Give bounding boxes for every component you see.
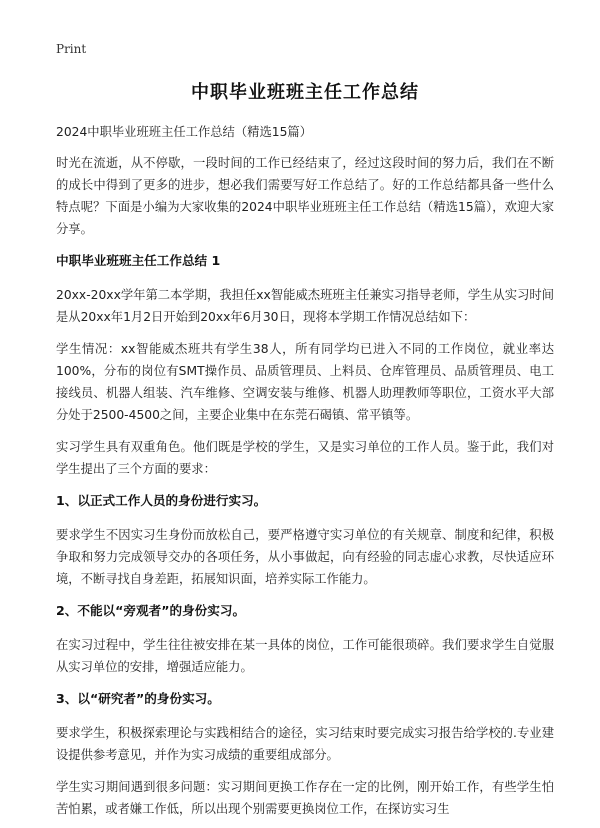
closing-paragraph: 学生实习期间遇到很多问题：实习期间更换工作存在一定的比例，刚开始工作，有些学生怕苦怕累，或者嫌工作低，所以出现个别需要更换岗位工作，在探访实习生 <box>56 780 554 816</box>
section-heading: 中职毕业班班主任工作总结 1 <box>56 253 221 268</box>
point-heading: 2、不能以“旁观者”的身份实习。 <box>56 603 246 618</box>
page-title: 中职毕业班班主任工作总结 <box>191 82 419 103</box>
point-heading: 3、以“研究者”的身份实习。 <box>56 691 220 706</box>
point-paragraph: 要求学生不因实习生身份而放松自己，要严格遵守实习单位的有关规章、制度和纪律，积极争取和努力完成领导交办的各项任务，从小事做起，向有经验的同志虚心求教，尽快适应环境，不断寻找自身差距，拓展知识面，培养实际工作能力。 <box>56 528 554 586</box>
document-subtitle: 2024中职毕业班班主任工作总结（精选15篇） <box>56 125 312 139</box>
point-paragraph: 要求学生，积极探索理论与实践相结合的途径，实习结束时要完成实习报告给学校的.专业建设提供参考意见，并作为实习成绩的重要组成部分。 <box>56 726 554 762</box>
body-paragraph: 实习学生具有双重角色。他们既是学校的学生，又是实习单位的工作人员。鉴于此，我们对学生提出了三个方面的要求： <box>56 440 554 476</box>
intro-paragraph: 时光在流逝，从不停歇，一段时间的工作已经结束了，经过这段时间的努力后，我们在不断的成长中得到了更多的进步，想必我们需要写好工作总结了。好的工作总结都具备一些什么特点呢？下面是小编为大家收集的2024中职毕业班班主任工作总结（精选15篇），欢迎大家分享。 <box>56 156 554 236</box>
point-paragraph: 在实习过程中，学生往往被安排在某一具体的岗位，工作可能很琐碎。我们要求学生自觉服从实习单位的安排，增强适应能力。 <box>56 638 554 674</box>
body-paragraph: 学生情况：xx智能威杰班共有学生38人，所有同学均已进入不同的工作岗位，就业率达100%，分布的岗位有SMT操作员、品质管理员、上料员、仓库管理员、品质管理员、电工接线员、机器人组装、汽车维修、空调安装与维修、机器人助理教师等职位，工资水平大部分处于2500-4500之间，主要企业集中在东莞石碣镇、常平镇等。 <box>56 342 554 422</box>
body-paragraph: 20xx-20xx学年第二本学期，我担任xx智能威杰班班主任兼实习指导老师，学生从实习时间是从20xx年1月2日开始到20xx年6月30日，现将本学期工作情况总结如下： <box>56 288 554 324</box>
print-link[interactable]: Print <box>56 42 87 56</box>
point-heading: 1、以正式工作人员的身份进行实习。 <box>56 493 267 508</box>
